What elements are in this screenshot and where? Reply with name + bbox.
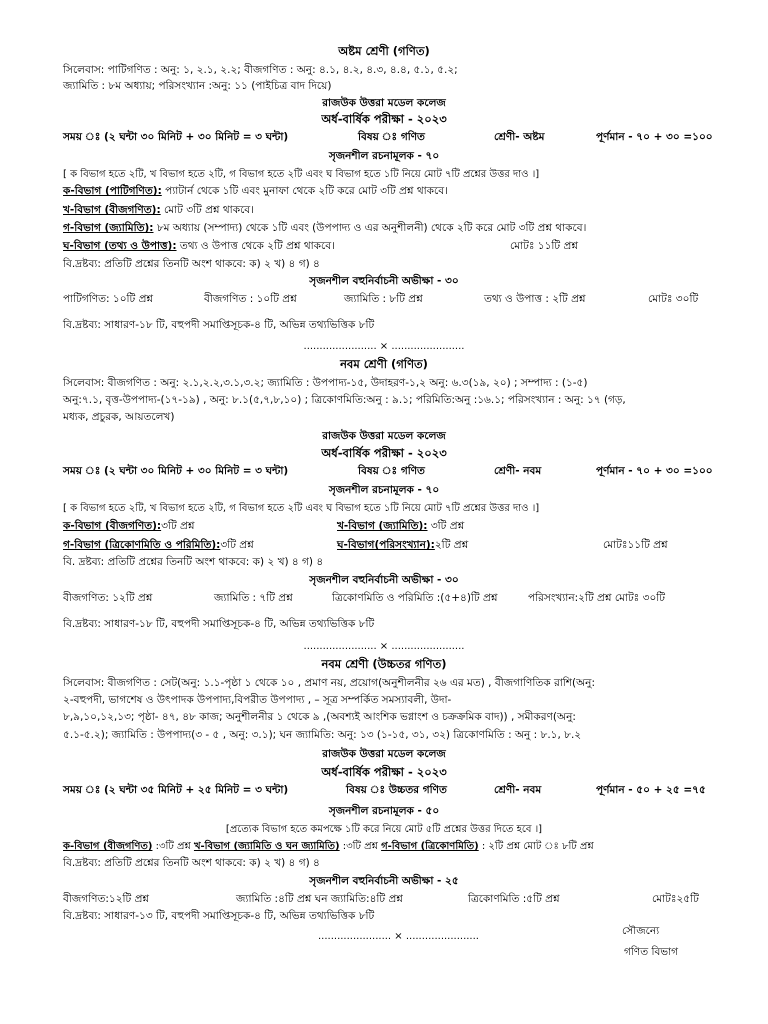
class8-syllabus-line2: জ্যামিতি : ৮ম অধ্যায়; পরিসংখ্যান :অনু: ১১ (পাইচিত্র বাদ দিয়ে)	[63, 80, 332, 92]
section-ka-label: ক-বিভাগ (পাটিগণিত):	[63, 185, 162, 197]
class8-class: শ্রেণী- অষ্টম	[494, 131, 545, 143]
class9-syllabus-line2: অনু:৭.১, বৃত্ত-উপপাদ্য-(১৭-১৯) , অনু: ৮.১(৫,৭,৮,১০) ; ত্রিকোণমিতি:অনু : ৯.১; পরিমিতি:অনু :১৬.১; পরিসংখ্যান : অনু: ১৭ (গড়,	[63, 394, 626, 406]
class9-note-parts: বি. দ্রষ্টব্য: প্রতিটি প্রশ্নের তিনটি অংশ থাকবে: ক) ২ খ) ৪ গ) ৪	[63, 556, 324, 568]
class8-section-gha	[63, 240, 335, 253]
class8-time: সময় ঃ (২ ঘন্টা ৩০ মিনিট + ৩০ মিনিট = ৩ ঘন্টা)	[63, 131, 289, 143]
class9h-class: শ্রেণী- নবম	[494, 784, 542, 796]
class9h-note-mcq: বি.দ্রষ্টব্য: সাধারণ-১৩ টি, বহুপদী সমাপ্তিসূচক-৪ টি, অভিন্ন তথ্যভিত্তিক ৮টি	[63, 910, 375, 922]
class8-instruction: [ ক বিভাগ হতে ২টি, খ বিভাগ হতে ২টি, গ বিভাগ হতে ২টি এবং ঘ বিভাগ হতে ১টি নিয়ে মোট ৭টি প্রশ্নের উত্তর দাও ।]	[63, 169, 540, 180]
class9-full-marks: পূর্ণমান - ৭০ + ৩০ =১০০	[596, 465, 713, 477]
class8-section-kha	[63, 204, 254, 217]
section-gha-label: ঘ-বিভাগ(পরিসংখ্যান):	[337, 539, 435, 551]
class9-section-kha	[337, 520, 464, 533]
class9h-subject: বিষয় ঃ উচ্চতর গণিত	[346, 784, 447, 796]
class9h-mcq-geometry: জ্যামিতি :৪টি প্রশ্ন ঘন জ্যামিতি:৪টি প্রশ্ন	[236, 893, 403, 905]
class9-time: সময় ঃ (২ ঘন্টা ৩০ মিনিট + ৩০ মিনিট = ৩ ঘন্টা)	[63, 465, 289, 477]
section-ka-text: :৩টি প্রশ্ন	[152, 841, 194, 852]
class9h-mcq-algebra: বীজগণিত:১২টি প্রশ্ন	[63, 893, 150, 905]
class9h-time: সময় ঃ (২ ঘন্টা ৩৫ মিনিট + ২৫ মিনিট = ৩ ঘন্টা)	[63, 784, 289, 796]
section-gha-text: তথ্য ও উপাত্ত থেকে ২টি প্রশ্ন থাকবে।	[176, 240, 335, 252]
class9h-syllabus-line2: ২-বহুপদী, ভাগশেষ ও উৎপাদক উপপাদ্য,বিপরীত উপপাদ্য , – সূত্র সম্পর্কিত সমস্যাবলী, উদা-	[63, 694, 452, 706]
class8-mcq-data: তথ্য ও উপাত্ত : ২টি প্রশ্ন	[484, 293, 586, 305]
class9-heading: নবম শ্রেণী (গণিত)	[340, 357, 428, 371]
class8-creative-heading: সৃজনশীল রচনামূলক - ৭০	[328, 150, 440, 162]
class8-mcq-geometry: জ্যামিতি : ৮টি প্রশ্ন	[344, 293, 423, 305]
class9-section-gha	[337, 539, 468, 552]
section-kha-label: খ-বিভাগ (জ্যামিতি ও ঘন জ্যামিতি)	[193, 841, 340, 852]
class9h-note-parts: বি.দ্রষ্টব্য: প্রতিটি প্রশ্নের তিনটি অংশ থাকবে: ক) ২ খ) ৪ গ) ৪	[63, 857, 320, 869]
class8-syllabus-line1: সিলেবাস: পাটিগণিত : অনু: ১, ২.১, ২.২; বীজগণিত : অনু: ৪.১, ৪.২, ৪.৩, ৪.৪, ৫.১, ৫.২;	[63, 64, 458, 76]
section-ga-text: ৩টি প্রশ্ন	[220, 539, 254, 551]
class9-total-questions: মোটঃ১১টি প্রশ্ন	[603, 539, 668, 551]
class9h-exam-title: অর্ধ-বার্ষিক পরীক্ষা - ২০২৩	[321, 765, 447, 779]
class8-mcq-algebra: বীজগণিত : ১০টি প্রশ্ন	[204, 293, 297, 305]
section-ga-label: গ-বিভাগ (জ্যামিতি):	[63, 222, 154, 234]
class9-subject: বিষয় ঃ গণিত	[358, 465, 425, 477]
section-ka-text: ৩টি প্রশ্ন	[161, 520, 195, 532]
class8-section-ka	[63, 185, 448, 198]
section-ga-label: গ-বিভাগ (ত্রিকোণমিতি ও পরিমিতি):	[63, 539, 221, 551]
section-gha-label: ঘ-বিভাগ (তথ্য ও উপাত্ত):	[63, 240, 177, 252]
class8-subject: বিষয় ঃ গণিত	[358, 131, 425, 143]
class9h-syllabus-line3: ৮,৯,১০,১২,১৩; পৃষ্ঠা- ৪৭, ৪৮ কাজ; অনুশীলনীর ১ থেকে ৯ ,(অবশ্যই আংশিক ভগ্নাংশ ও চক্রক্রমিক বাদ)) , সমীকরণ(অনু:	[63, 711, 576, 723]
class8-note-parts: বি.দ্রষ্টব্য: প্রতিটি প্রশ্নের তিনটি অংশ থাকবে: ক) ২ খ) ৪ গ) ৪	[63, 258, 320, 270]
class9h-syllabus-line4: ৫.১-৫.২); জ্যামিতি : উপপাদ্য(৩ - ৫ , অনু: ৩.১); ঘন জ্যামিতি: অনু: ১৩ (১-১৫, ৩১, ৩২) ত্রিকোণমিতি : অনু : ৮.১, ৮.২	[63, 729, 582, 741]
section-ga-text: ৮ম অধ্যায় (সম্পাদ্য) থেকে ১টি এবং (উপপাদ্য ও এর অনুশীলনী) থেকে ২টি করে মোট ৩টি প্রশ্ন থাকবে।	[153, 222, 587, 234]
class9h-creative-heading: সৃজনশীল রচনামূলক - ৫০	[328, 805, 440, 817]
section-ka-text: প্যাটার্ন থেকে ১টি এবং মুনাফা থেকে ২টি করে মোট ৩টি প্রশ্ন থাকবে।	[161, 185, 448, 197]
class9-class: শ্রেণী- নবম	[494, 465, 542, 477]
separator: ....................... × .......................	[318, 931, 479, 942]
department-name: গণিত বিভাগ	[624, 946, 679, 958]
section-kha-label: খ-বিভাগ (জ্যামিতি):	[337, 520, 428, 532]
class9-mcq-heading: সৃজনশীল বহুনির্বাচনী অভীক্ষা - ৩০	[309, 574, 459, 586]
separator: ....................... × .......................	[303, 341, 465, 352]
class8-mcq-heading: সৃজনশীল বহুনির্বাচনী অভীক্ষা - ৩০	[309, 275, 459, 287]
class9-higher-heading: নবম শ্রেণী (উচ্চতর গণিত)	[321, 657, 447, 671]
class9-exam-title: অর্ধ-বার্ষিক পরীক্ষা - ২০২৩	[321, 446, 447, 460]
class8-heading: অষ্টম শ্রেণী (গণিত)	[338, 44, 430, 58]
section-ga-label: গ-বিভাগ (ত্রিকোণমিতি)	[381, 841, 479, 852]
class9-college-name: রাজউক উত্তরা মডেল কলেজ	[322, 430, 446, 442]
class9-mcq-geometry: জ্যামিতি : ৭টি প্রশ্ন	[214, 592, 293, 604]
class9h-full-marks: পূর্ণমান - ৫০ + ২৫ =৭৫	[596, 784, 706, 796]
section-ka-label: ক-বিভাগ (বীজগণিত)	[63, 841, 153, 852]
class8-full-marks: পূর্ণমান - ৭০ + ৩০ =১০০	[596, 131, 713, 143]
class8-section-ga	[63, 222, 586, 235]
class9h-mcq-total: মোটঃ২৫টি	[652, 893, 699, 905]
class9-section-ka	[63, 520, 194, 533]
class8-college-name: রাজউক উত্তরা মডেল কলেজ	[322, 97, 446, 109]
section-kha-text: :৩টি প্রশ্ন	[339, 841, 382, 852]
class8-note-mcq: বি.দ্রষ্টব্য: সাধারণ-১৮ টি, বহুপদী সমাপ্তিসূচক-৪ টি, অভিন্ন তথ্যভিত্তিক ৮টি	[63, 319, 375, 331]
class9h-college-name: রাজউক উত্তরা মডেল কলেজ	[322, 748, 446, 760]
class8-mcq-total: মোটঃ ৩০টি	[648, 293, 699, 305]
section-gha-text: ২টি প্রশ্ন	[434, 539, 469, 551]
class9-mcq-statistics: পরিসংখ্যান:২টি প্রশ্ন মোটঃ ৩০টি	[528, 592, 665, 604]
class9-section-ga	[63, 539, 254, 552]
class9-instruction: [ ক বিভাগ হতে ২টি, খ বিভাগ হতে ২টি, গ বিভাগ হতে ২টি এবং ঘ বিভাগ হতে ১টি নিয়ে মোট ৭টি প্রশ্নের উত্তর দাও ।]	[63, 503, 540, 514]
section-ka-label: ক-বিভাগ (বীজগণিত):	[63, 520, 162, 532]
class9h-syllabus-line1: সিলেবাস: বীজগণিত : সেট(অনু: ১.১-পৃষ্ঠা ১ থেকে ১০ , প্রমাণ নয়, প্রয়োগ(অনুশীলনীর ২৬ এর মত) , বীজগাণিতিক রাশি(অনু:	[63, 677, 595, 689]
section-kha-label: খ-বিভাগ (বীজগণিত):	[63, 204, 161, 216]
class8-exam-title: অর্ধ-বার্ষিক পরীক্ষা - ২০২৩	[321, 112, 447, 126]
class9h-mcq-trig: ত্রিকোণমিতি :৫টি প্রশ্ন	[468, 893, 560, 905]
class9-syllabus-line3: মধ্যক, প্রচুরক, আয়তলেখ)	[63, 411, 175, 423]
class9h-mcq-heading: সৃজনশীল বহুনির্বাচনী অভীক্ষা - ২৫	[309, 875, 459, 887]
class9h-sections	[63, 840, 594, 853]
section-ga-text: : ২টি প্রশ্ন মোট ঃ ৮টি প্রশ্ন	[478, 841, 594, 852]
class9-syllabus-line1: সিলেবাস: বীজগণিত : অনু: ২.১,২.২,৩.১,৩.২; জ্যামিতি : উপপাদ্য-১৫, উদাহরণ-১,২ অনু: ৬.৩(১৯, ২০) ; সম্পাদ্য : (১-৫)	[63, 377, 588, 389]
section-kha-text: মোট ৩টি প্রশ্ন থাকবে।	[160, 204, 254, 216]
class8-mcq-arithmetic: পাটিগণিত: ১০টি প্রশ্ন	[63, 293, 154, 305]
section-kha-text: ৩টি প্রশ্ন	[427, 520, 465, 532]
class9h-instruction: [প্রত্যেক বিভাগ হতে কমপক্ষে ১টি করে নিয়ে মোট ৫টি প্রশ্নের উত্তর দিতে হবে ।]	[225, 824, 543, 835]
class9-creative-heading: সৃজনশীল রচনামূলক - ৭০	[328, 484, 440, 496]
class8-total-questions: মোটঃ ১১টি প্রশ্ন	[510, 240, 578, 252]
class9-mcq-trig-mensuration: ত্রিকোণমিতি ও পরিমিতি :(৫+৪)টি প্রশ্ন	[332, 592, 498, 604]
separator: ....................... × .......................	[303, 641, 465, 652]
class9-note-mcq: বি.দ্রষ্টব্য: সাধারণ-১৮ টি, বহুপদী সমাপ্তিসূচক-৪ টি, অভিন্ন তথ্যভিত্তিক ৮টি	[63, 618, 375, 630]
class9-mcq-algebra: বীজগণিত: ১২টি প্রশ্ন	[63, 592, 153, 604]
courtesy-label: সৌজন্যে	[622, 925, 660, 937]
